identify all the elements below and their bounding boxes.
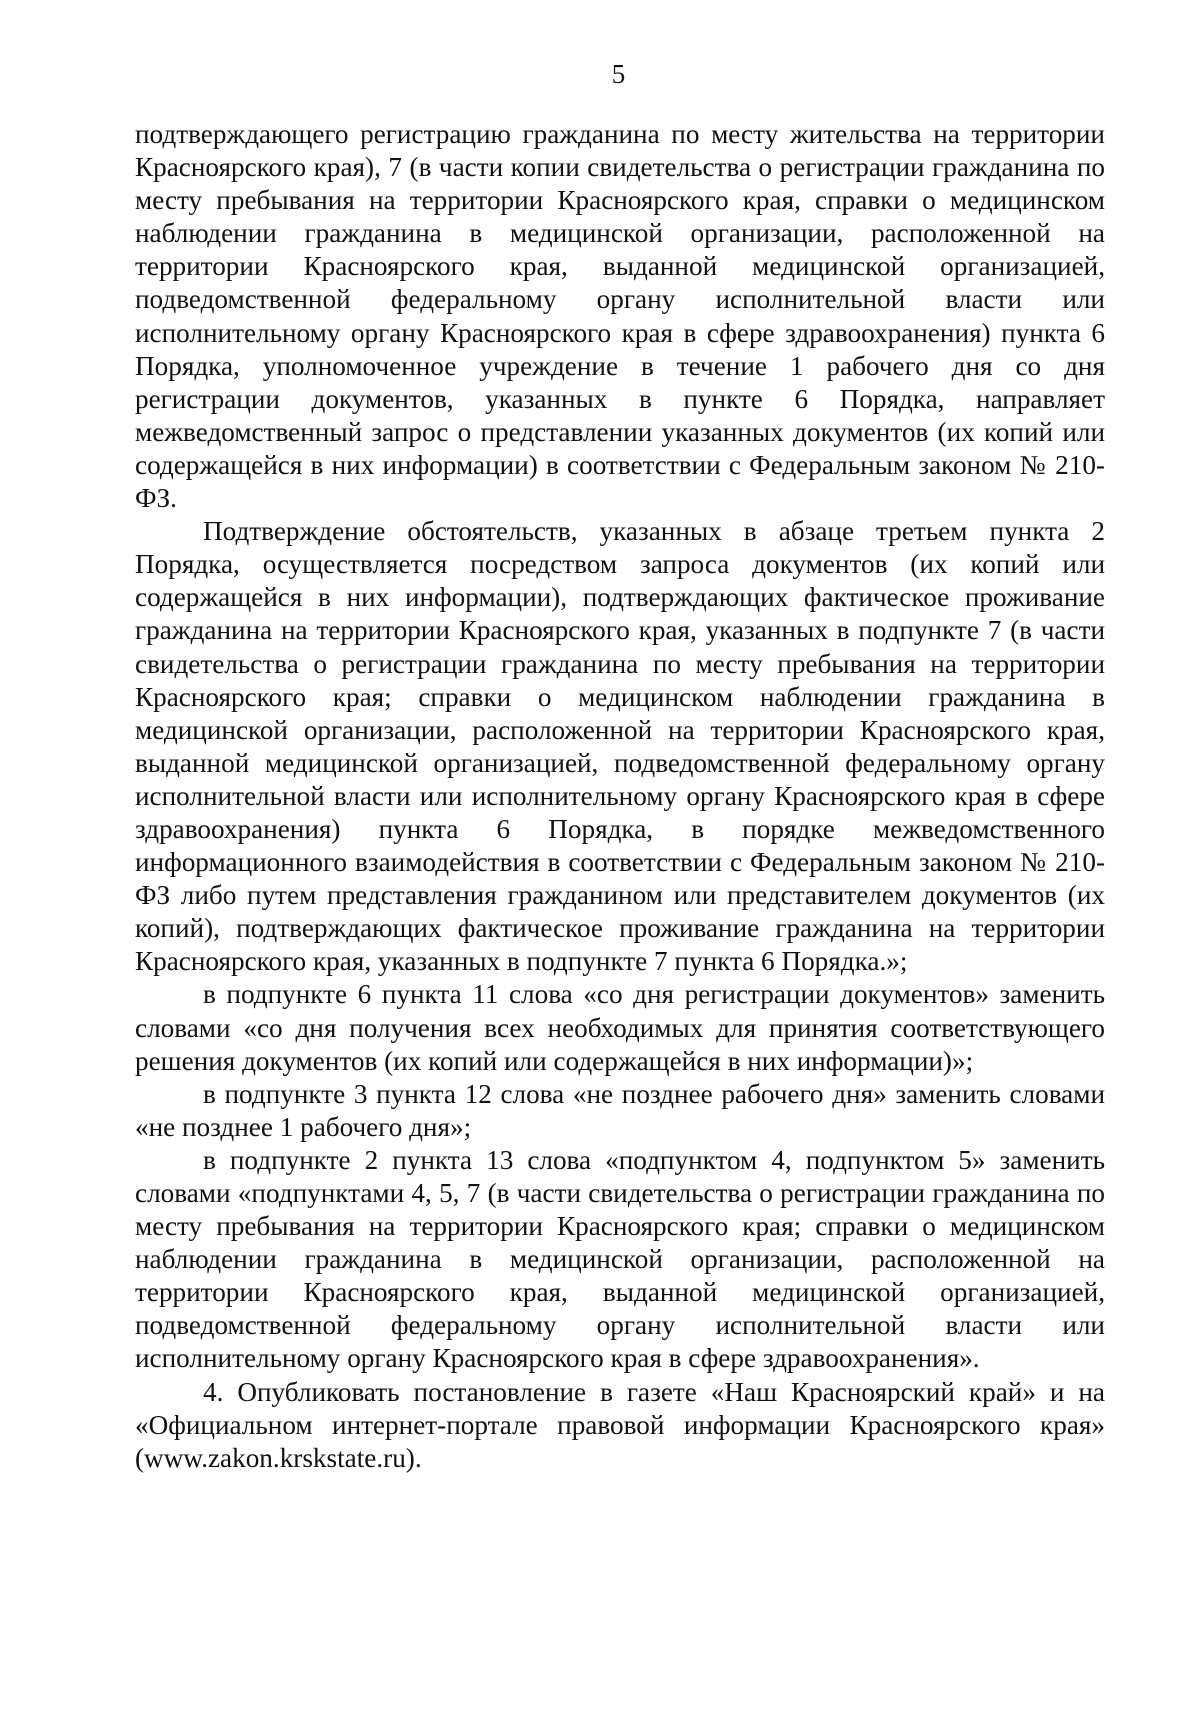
page-number: 5	[611, 59, 626, 89]
paragraph-amendment-point-11: в подпункте 6 пункта 11 слова «со дня регистрации документов» заменить словами «со дня получения всех необходимых для принятия соответствующего решения документов (их копий или содержащейся в них информации)»;	[135, 979, 1105, 1076]
paragraph-continuation: подтверждающего регистрацию гражданина по месту жительства на территории Красноярского края), 7 (в части копии свидетельства о регистрации гражданина по месту пребывания на территории Красноярского края, справки о медицинском наблюдении гражданина в медицинской организации, расположенной на территории Красноярского края, выданной медицинской организацией, подведомственной федеральному органу исполнительной власти или исполнительному органу Красноярского края в сфере здравоохранения) пункта 6 Порядка, уполномоченное учреждение в течение 1 рабочего дня со дня регистрации документов, указанных в пункте 6 Порядка, направляет межведомственный запрос о представлении указанных документов (их копий или содержащейся в них информации) в соответствии с Федеральным законом № 210-ФЗ.	[135, 119, 1105, 514]
paragraph-amendment-point-13: в подпункте 2 пункта 13 слова «подпунктом 4, подпунктом 5» заменить словами «подпунктами 4, 5, 7 (в части свидетельства о регистрации гражданина по месту пребывания на территории Красноярского края; справки о медицинском наблюдении гражданина в медицинской организации, расположенной на территории Красноярского края, выданной медицинской организацией, подведомственной федеральному органу исполнительной власти или исполнительному органу Красноярского края в сфере здравоохранения».	[135, 1144, 1105, 1374]
paragraph-amendment-point-12: в подпункте 3 пункта 12 слова «не позднее рабочего дня» заменить словами «не позднее 1 рабочего дня»;	[135, 1078, 1105, 1142]
paragraph-publication-clause: 4. Опубликовать постановление в газете «Наш Красноярский край» и на «Официальном интернет-портале правовой информации Красноярского края» (www.zakon.krskstate.ru).	[135, 1376, 1105, 1473]
document-body	[135, 118, 1105, 1475]
paragraph-confirmation-of-circumstances: Подтверждение обстоятельств, указанных в абзаце третьем пункта 2 Порядка, осуществляется посредством запроса документов (их копий или содержащейся в них информации), подтверждающих фактическое проживание гражданина на территории Красноярского края, указанных в подпункте 7 (в части свидетельства о регистрации гражданина по месту пребывания на территории Красноярского края; справки о медицинском наблюдении гражданина в медицинской организации, расположенной на территории Красноярского края, выданной медицинской организацией, подведомственной федеральному органу исполнительной власти или исполнительному органу Красноярского края в сфере здравоохранения) пункта 6 Порядка, в порядке межведомственного информационного взаимодействия в соответствии с Федеральным законом № 210-ФЗ либо путем представления гражданином или представителем документов (их копий), подтверждающих фактическое проживание гражданина на территории Красноярского края, указанных в подпункте 7 пункта 6 Порядка.»;	[135, 516, 1105, 977]
